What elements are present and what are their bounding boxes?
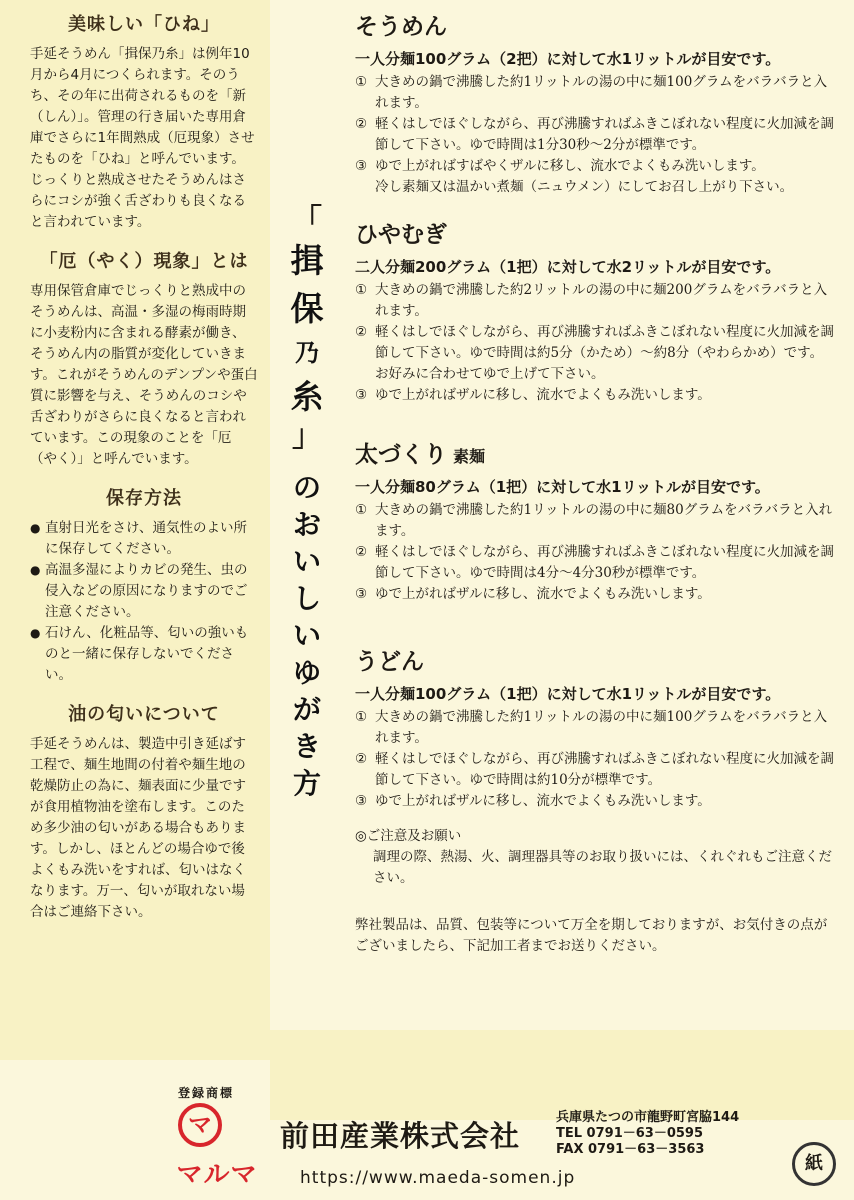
subtitle-char: 方 (292, 767, 321, 800)
section-somen (355, 12, 835, 198)
cooking-instructions (355, 12, 835, 979)
title-char: 糸 (290, 377, 324, 416)
section-title: うどん (355, 649, 424, 675)
step: ① 大きめの鍋で沸騰した約1リットルの湯の中に麺80グラムをバラバラと入れます。 (355, 502, 833, 539)
sidebar-title-oil: 油の匂いについて (68, 704, 220, 725)
section-title: ひやむぎ (355, 222, 447, 248)
company-name: 前田産業株式会社 (280, 1119, 521, 1153)
storage-list (30, 518, 258, 686)
step: ② 軽くはしでほぐしながら、再び沸騰すればふきこぼれない程度に火加減を調節して下さい。ゆで時間は約5分（かため）〜約8分（やわらかめ）です。お好みに合わせてゆで上げて下さい。 (355, 324, 834, 382)
section-intro: 一人分麺100グラム（2把）に対して水1リットルが目安です。 (355, 50, 781, 68)
subtitle-char: お (292, 508, 321, 541)
sidebar (0, 0, 270, 1060)
section-futozukuri (355, 440, 835, 605)
steps (355, 72, 835, 198)
subtitle-char: が (292, 693, 321, 726)
section-intro: 一人分麺100グラム（1把）に対して水1リットルが目安です。 (355, 685, 781, 703)
steps (355, 280, 835, 406)
step: ② 軽くはしでほぐしながら、再び沸騰すればふきこぼれない程度に火加減を調節して下さい。ゆで時間は4分〜4分30秒が標準です。 (355, 544, 834, 581)
serving-note: 冷し素麺又は温かい煮麺（ニュウメン）にしてお召し上がり下さい。 (375, 179, 794, 195)
step: ② 軽くはしでほぐしながら、再び沸騰すればふきこぼれない程度に火加減を調節して下さい。ゆで時間は約10分が標準です。 (355, 751, 834, 788)
step: ③ ゆで上がればザルに移し、流水でよくもみ洗いします。 (355, 793, 711, 809)
subtitle-char: ゆ (292, 656, 321, 689)
title-bracket-close: 」 (292, 419, 322, 454)
sidebar-title-storage: 保存方法 (106, 488, 182, 509)
list-item: ● 高温多湿によりカビの発生、虫の侵入などの原因になりますのでご注意ください。 (30, 560, 258, 623)
vertical-title (285, 205, 329, 802)
list-item: ● 石けん、化粧品等、匂いの強いものと一緒に保存しないでください。 (30, 623, 258, 686)
registered-trademark-label: 登録商標 (178, 1086, 235, 1100)
title-bracket-open: 「 (292, 203, 322, 238)
section-udon (355, 647, 835, 957)
step: ① 大きめの鍋で沸騰した約1リットルの湯の中に麺100グラムをバラバラと入れます。 (355, 74, 828, 111)
sidebar-text-oil: 手延そうめんは、製造中引き延ばす工程で、麺生地間の付着や麺生地の乾燥防止の為に、麺表面に少量ですが食用植物油を塗布します。このため多少油の匂いがある場合もあります。しかし、ほとんどの場合ゆで後よくもみ洗いをすれば、匂いはなくなります。万一、匂いが取れない場合はご連絡下さい。 (30, 736, 246, 920)
caution-note (355, 826, 835, 889)
list-item: ● 直射日光をさけ、通気性のよい所に保存してください。 (30, 518, 258, 560)
step: ① 大きめの鍋で沸騰した約2リットルの湯の中に麺200グラムをバラバラと入れます。 (355, 282, 828, 319)
sidebar-title-hine: 美味しい「ひね」 (68, 14, 220, 35)
paper-recycle-icon: 紙 (792, 1142, 836, 1186)
step: ③ ゆで上がればすばやくザルに移し、流水でよくもみ洗いします。 (355, 158, 765, 174)
subtitle-char: い (292, 619, 321, 652)
caution-title: ◎ご注意及お願い (355, 828, 462, 844)
section-hiyamugi (355, 220, 835, 406)
title-char: 揖 (290, 241, 324, 280)
fax-line: FAX 0791－63－3563 (556, 1142, 705, 1157)
section-intro: 二人分麺200グラム（1把）に対して水2リットルが目安です。 (355, 258, 781, 276)
steps (355, 500, 835, 605)
company-address (556, 1110, 739, 1158)
sidebar-title-yaku: 「厄（やく）現象」とは (39, 251, 249, 272)
section-intro: 一人分麺80グラム（1把）に対して水1リットルが目安です。 (355, 478, 770, 496)
section-title: 太づくり 素麺 (355, 442, 486, 468)
step: ③ ゆで上がればザルに移し、流水でよくもみ洗いします。 (355, 586, 711, 602)
steps (355, 707, 835, 812)
title-char: 乃 (295, 338, 319, 367)
subtitle-char: い (292, 545, 321, 578)
subtitle-char: き (292, 730, 321, 763)
title-char: 保 (290, 289, 324, 328)
subtitle-char: し (292, 582, 321, 615)
step: ② 軽くはしでほぐしながら、再び沸騰すればふきこぼれない程度に火加減を調節して下さい。ゆで時間は1分30秒〜2分が標準です。 (355, 116, 834, 153)
section-title: そうめん (355, 14, 447, 40)
subtitle-char: の (292, 471, 321, 504)
sidebar-text-hine: 手延そうめん「揖保乃糸」は例年10月から4月につくられます。そのうち、その年に出荷されるものを「新（しん）」。管理の行き届いた専用倉庫でさらに1年間熟成（厄現象）させたものを「ひね」と呼んでいます。じっくりと熟成させたそうめんはさらにコシが強く舌ざわりも良くなると言われています。 (30, 46, 255, 230)
tel-line: TEL 0791－63－0595 (556, 1126, 704, 1141)
company-note: 弊社製品は、品質、包装等について万全を期しておりますが、お気付きの点がございましたら、下記加工者までお送りください。 (355, 917, 828, 954)
caution-text: 調理の際、熱湯、火、調理器具等のお取り扱いには、くれぐれもご注意ください。 (373, 849, 832, 886)
address-line: 兵庫県たつの市龍野町宮脇144 (556, 1110, 740, 1125)
maruma-logo-icon: マ (178, 1103, 222, 1147)
step: ① 大きめの鍋で沸騰した約1リットルの湯の中に麺100グラムをバラバラと入れます。 (355, 709, 828, 746)
logo-text: マルマ (176, 1160, 258, 1190)
website-link[interactable]: https://www.maeda-somen.jp (300, 1168, 576, 1188)
sidebar-text-yaku: 専用保管倉庫でじっくりと熟成中のそうめんは、高温・多湿の梅雨時期に小麦粉内に含まれる酵素が働き、そうめん内の脂質が変化していきます。これがそうめんのデンプンや蛋白質に影響を与え、そうめんのコシや舌ざわりがさらに良くなると言われています。この現象のことを「厄（やく）」と呼んでいます。 (30, 283, 258, 467)
footer (0, 1070, 854, 1200)
step: ③ ゆで上がればザルに移し、流水でよくもみ洗いします。 (355, 387, 711, 403)
vertical-subtitle (285, 469, 329, 802)
